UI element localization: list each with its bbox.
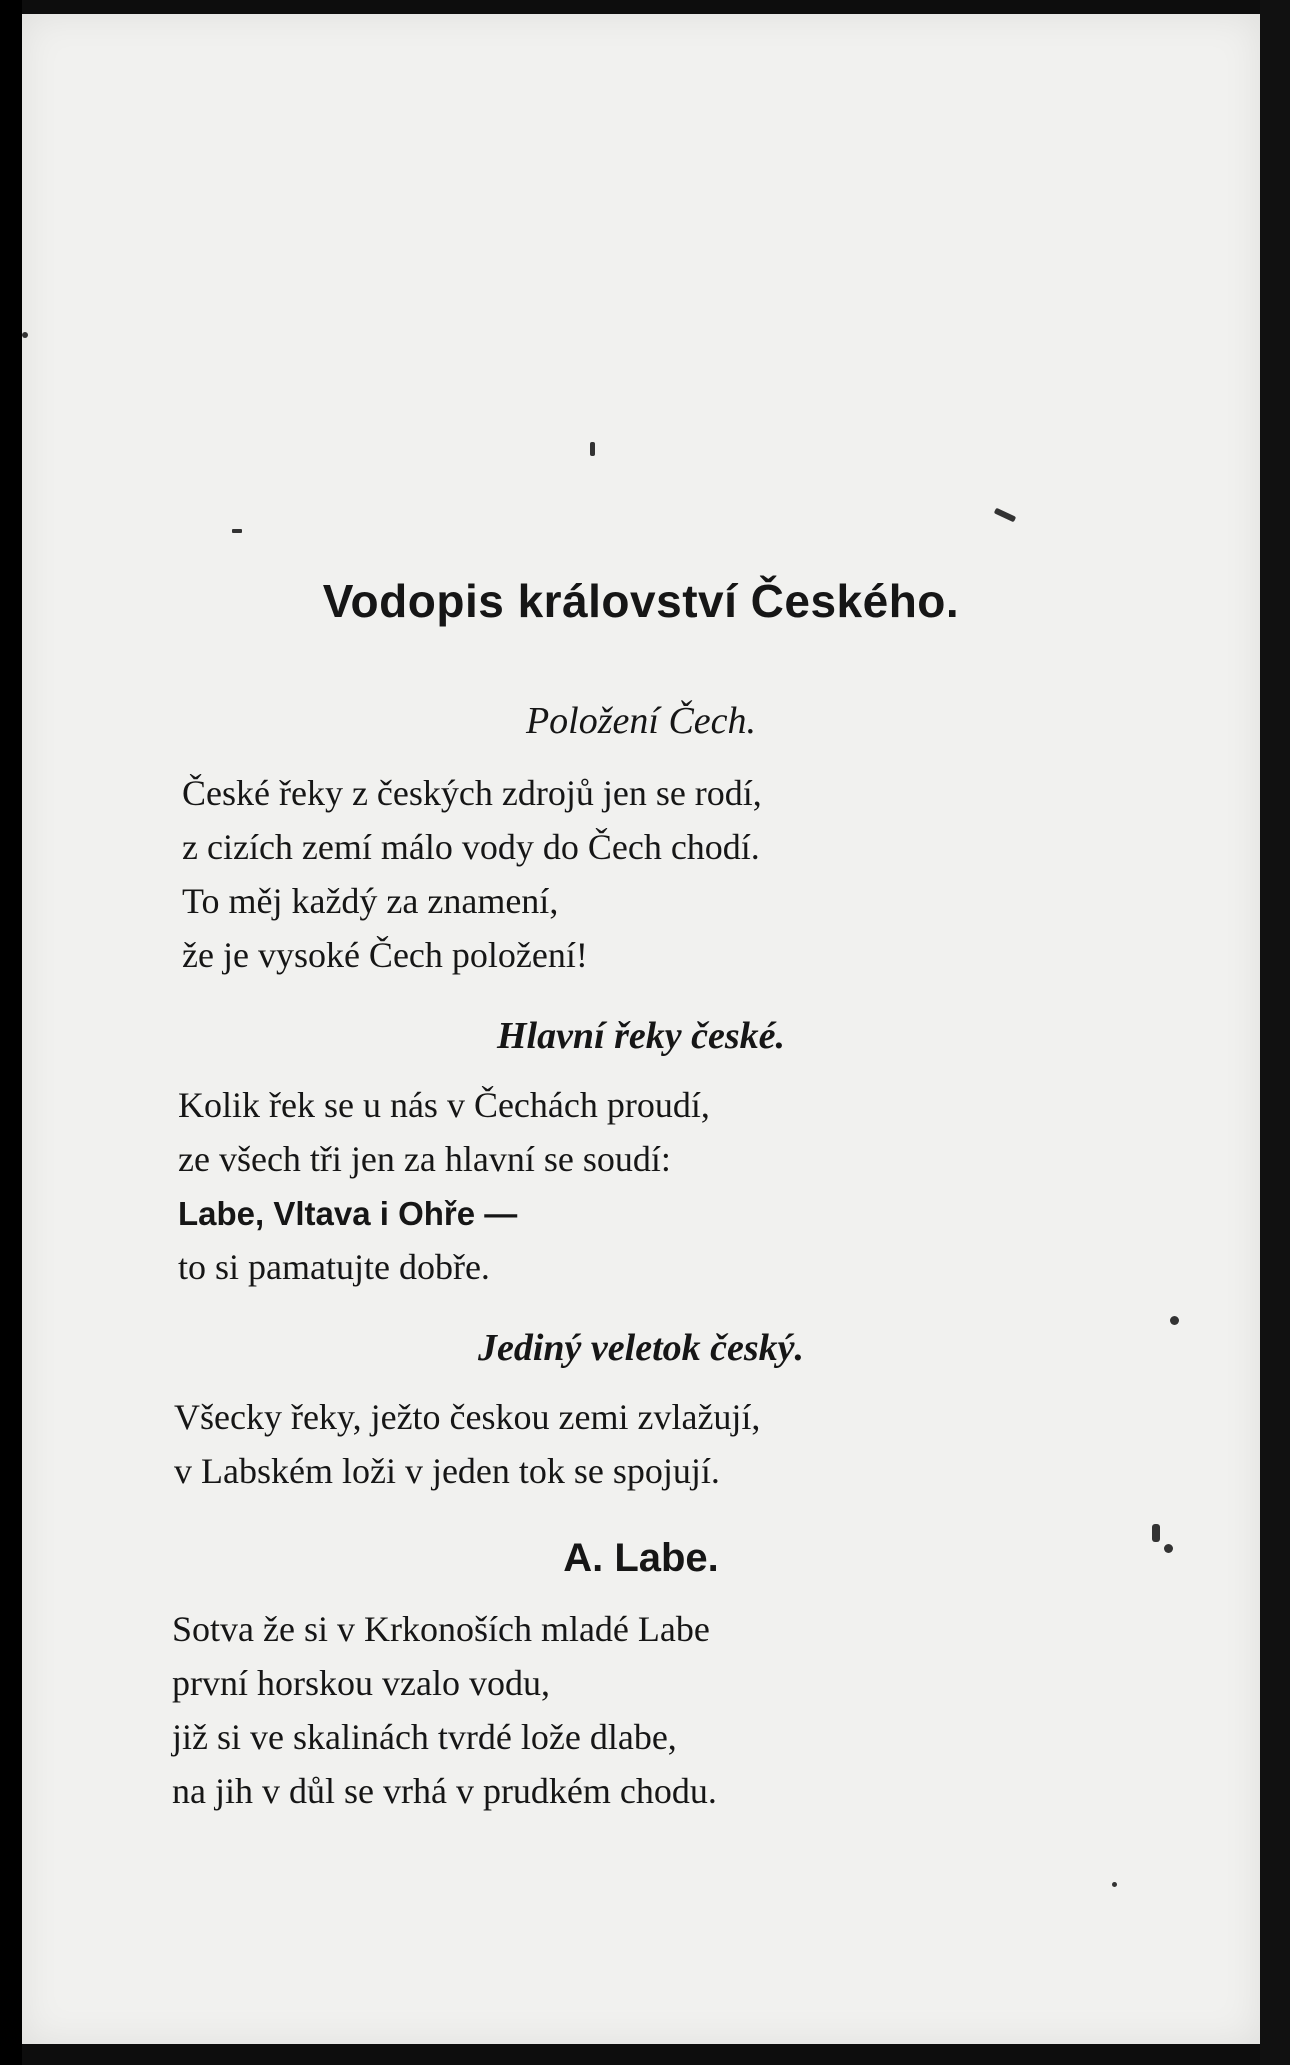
section-heading-polozeni: Položení Čech. <box>525 700 757 742</box>
verse-line: ze všech tři jen za hlavní se soudí: <box>178 1139 671 1179</box>
rivers-bold-text: Labe, Vltava i Ohře — <box>178 1195 518 1232</box>
page-edge <box>1260 0 1290 2065</box>
verse-line: z cizích zemí málo vody do Čech chodí. <box>182 827 760 867</box>
scan-speck <box>1170 1316 1179 1325</box>
section-heading-labe: A. Labe. <box>563 1536 719 1580</box>
section-heading-hlavni-reky: Hlavní řeky české. <box>496 1015 786 1057</box>
book-page <box>22 14 1260 2044</box>
verse-line: České řeky z českých zdrojů jen se rodí, <box>182 773 762 813</box>
scan-speck <box>994 508 1016 523</box>
verse-line: To měj každý za znamení, <box>182 881 559 921</box>
verse-veletok <box>174 1390 760 1498</box>
scan-speck <box>232 529 242 533</box>
verse-line: již si ve skalinách tvrdé lože dlabe, <box>172 1717 677 1757</box>
book-spine <box>0 0 22 2065</box>
verse-line: to si pamatujte dobře. <box>178 1247 490 1287</box>
verse-line: Sotva že si v Krkonoších mladé Labe <box>172 1609 710 1649</box>
verse-hlavni-reky <box>178 1078 710 1294</box>
scan-speck <box>1112 1882 1117 1887</box>
verse-labe <box>172 1602 717 1818</box>
verse-polozeni <box>182 766 762 982</box>
scan-speck <box>22 332 28 338</box>
section-heading-veletok: Jediný veletok český. <box>477 1327 805 1369</box>
verse-line: v Labském loži v jeden tok se spojují. <box>174 1451 720 1491</box>
verse-line: na jih v důl se vrhá v prudkém chodu. <box>172 1771 717 1811</box>
scan-speck <box>590 442 595 456</box>
verse-line: první horskou vzalo vodu, <box>172 1663 550 1703</box>
verse-line-rivers <box>178 1186 710 1240</box>
verse-line: Kolik řek se u nás v Čechách proudí, <box>178 1085 710 1125</box>
verse-line: že je vysoké Čech položení! <box>182 935 588 975</box>
verse-line: Všecky řeky, ježto českou zemi zvlažují, <box>174 1397 761 1437</box>
page-title: Vodopis království Českého. <box>322 575 960 627</box>
